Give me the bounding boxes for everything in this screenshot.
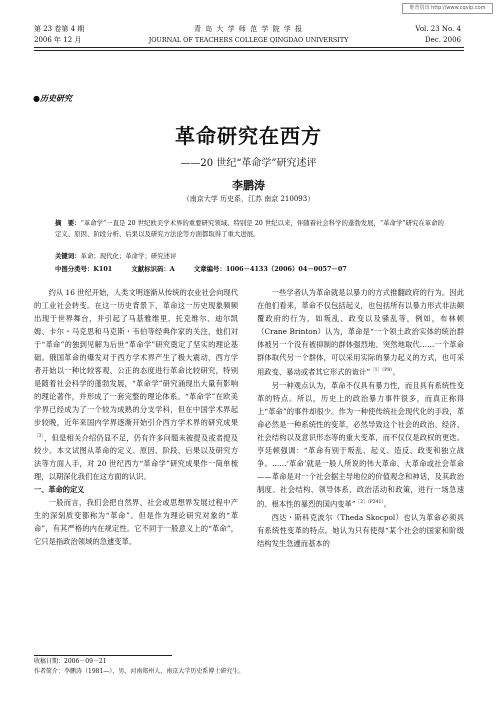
left-column — [34, 286, 238, 548]
header-date-en: Dec. 2006 — [425, 36, 461, 44]
article-title: 革命研究在西方 — [175, 124, 322, 148]
paragraph-text: 另一种观点认为，革命不仅具有暴力性，而且具有系统性变革的特点。所以，历史上的政治暴力事件很多，而真正称得上“革命”的事件却很少。作为一种使传统社会现代化的手段，革命必然是一种系统性的变革，必然导致这个社会的政治、经济、社会结构以及意识形态等的重大变革，而不仅仅是政权的更迭。亨廷顿强调：“革命有别于叛乱、起义、造反、政变和独立战争。……‘革命’就是一般人所说的伟大革命、大革命或社会革命——革命是对一个社会据主导地位的价值观念和神话，及其政治制度、社会结构、领导体系、政治活动和政策，进行一场急速的、根本性的暴烈的国内变革” — [257, 380, 464, 509]
classification-line: 中图分类号：K101 文献标识码：A 文章编号：1006－4133（2006）04－0057－07 — [55, 265, 347, 273]
citation: ［2］（P241） — [355, 500, 384, 506]
paragraph-text-cont: ，但是相关介绍仍显不足，仍有许多问题未被提及或者提及较少。本文试图从革命的定义、原因、阶段、后果以及研究方法等方面入手，对 20 世纪西方“革命学”研究成果作一简单梳理，以期深化我们在这方面的认识。 — [34, 432, 238, 482]
journal-name-en: JOURNAL OF TEACHERS COLLEGE QINGDAO UNIVERSITY — [148, 36, 349, 44]
section-heading: 一、革命的定义 — [34, 485, 85, 495]
watermark-stamp: 维普资讯 http://www.cqvip.com — [402, 3, 493, 14]
right-column — [257, 286, 464, 550]
keywords-label: 关键词： — [55, 252, 81, 260]
citation: ［1］（P8） — [370, 368, 393, 374]
abstract-label: 摘 要： — [55, 219, 81, 227]
abstract-text: “革命学”一直是 20 世纪欧美学术界的重要研究领域。特别是 20 世纪以来，伴随着社会科学的蓬勃发展，“革命学”研究在革命的定义、原因、阶段分析、后果以及研究方法论等方面都取得了重大进展。 — [55, 219, 444, 238]
paragraph: 一般而言，我们会把自然界、社会或思想界发展过程中产生的深刻质变都称为“革命”。但是作为理论研究对象的“革命”，有其严格的内在规定性。它不同于一般意义上的“革命”，它只是指政治领域的急遽变革。 — [34, 498, 238, 547]
author-affiliation: （南京大学 历史系，江苏 南京 210093） — [182, 195, 315, 203]
journal-name-cn: 青 岛 大 学 师 范 学 院 学 报 — [193, 25, 304, 33]
header-date: 2006 年 12 月 — [34, 36, 82, 44]
header-rule — [34, 47, 464, 48]
author-name: 李鹏涛 — [232, 179, 265, 192]
header-rule-thin — [34, 50, 464, 51]
article-subtitle: ——20 世纪“革命学”研究述评 — [180, 158, 317, 169]
footnote-rule — [34, 655, 172, 656]
paragraph-text: 一些学者认为革命就是以暴力的方式推翻政府的行为。因此在他们看来，革命不仅包括起义，也包括所有以暴力形式非法颠覆政府的行为，如叛乱、政变以及骚乱等，例如，布林顿（Crane Brinton）认为，革命是“一个领土政治实体的统治群体被另一个没有被抑制的群体强烈地、突然地取代……一个革命群体取代另一个群体，可以采用实际的暴力起义的方式，也可采用政变、暴动或者其它形式的诡计” — [257, 288, 464, 377]
footnote-received: 收稿日期：2006－09－21 — [34, 658, 107, 665]
keywords — [55, 251, 447, 262]
footnote-author: 作者简介：李鹏涛（1981—），男，河南郑州人，南京大学历史系博士研究生。 — [34, 668, 245, 675]
section-label: ●历史研究 — [33, 93, 72, 103]
header-volume: 第 23 卷第 4 期 — [34, 25, 85, 33]
paragraph-text: 约从 16 世纪开始，人类文明逐渐从传统的农业社会向现代的工业社会转变。在这一历史背景下，革命这一历史现象频频出现于世界舞台，并引起了马基雅维里、托克维尔、迪尔凯姆、卡尔・马克思和马克斯・韦伯等经典作家的关注，他们对于“革命”的独到见解为后世“革命学”研究奠定了坚实的理论基础。俄国革命的爆发对于西方学术界产生了极大震动，西方学者开始以一种比较客观、公正的态度进行革命比较研究，特别是随着社会科学的蓬勃发展，“革命学”研究涌现出大量有影响的理论著作，并形成了一套完整的理论体系。“革命学”在欧美学界已经成为了一个较为成熟的分支学科，但在中国学术界起步较晚，近年来国内学界逐渐开始引介西方学术界的研究成果 — [34, 288, 238, 428]
keywords-text: 革命；现代化；革命学；研究述评 — [80, 252, 177, 260]
paragraph: 约从 16 世纪开始，人类文明逐渐从传统的农业社会向现代的工业社会转变。在这一历史背景下，革命这一历史现象频频出现于世界舞台，并引起了马基雅维里、托克维尔、迪尔凯姆、卡尔・马克思和马克斯・韦伯等经典作家的关注，他们对于“革命”的独到见解为后世“革命学”研究奠定了坚实的理论基础。俄国革命的爆发对于西方学术界产生了极大震动，西方学者开始以一种比较客观、公正的态度进行革命比较研究，特别是随着社会科学的蓬勃发展，“革命学”研究涌现出大量有影响的理论著作，并形成了一套完整的理论体系。“革命学”在欧美学界已经成为了一个较为成熟的分支学科，但在中国学术界起步较晚，近年来国内学界逐渐开始引介西方学术界的研究成果$^{[3]}$，但是相关介绍仍显不足，仍有许多问题未被提及或者提及较少。本文试图从革命的定义、原因、阶段、后果以及研究方法等方面入手，对 20 世纪西方“革命学”研究成果作一简单梳理，以期深化我们在这方面的认识。 — [34, 288, 238, 482]
paragraph: 西达・斯科克波尔（Theda Skocpol）也认为革命必须具有系统性变革的特点。她认为只有使得“某个社会的国家和阶级结构发生急遽而基本的 — [257, 512, 464, 548]
header-volume-en: Vol. 23 No. 4 — [415, 25, 461, 33]
paragraph: 另一种观点认为，革命不仅具有暴力性，而且具有系统性变革的特点。所以，历史上的政治暴力事件很多，而真正称得上“革命”的事件却很少。作为一种使传统社会现代化的手段，革命必然是一种系统性的变革，必然导致这个社会的政治、经济、社会结构以及意识形态等的重大变革，而不仅仅是政权的更迭。亨廷顿强调：“革命有别于叛乱、起义、造反、政变和独立战争。……‘革命’就是一般人所说的伟大革命、大革命或社会革命——革命是对一个社会据主导地位的价值观念和神话，及其政治制度、社会结构、领导体系、政治活动和政策，进行一场急速的、根本性的暴烈的国内变革”$^{[2](P241)}$。 — [257, 380, 464, 509]
paragraph: 一些学者认为革命就是以暴力的方式推翻政府的行为。因此在他们看来，革命不仅包括起义，也包括所有以暴力形式非法颠覆政府的行为，如叛乱、政变以及骚乱等，例如，布林顿（Crane Brinton）认为，革命是“一个领土政治实体的统治群体被另一个没有被抑制的群体强烈地、突然地取代……一个革命群体取代另一个群体，可以采用实际的暴力起义的方式，也可采用政变、暴动或者其它形式的诡计”$^{[1](P8)}$。 — [257, 288, 464, 377]
abstract — [55, 218, 447, 240]
